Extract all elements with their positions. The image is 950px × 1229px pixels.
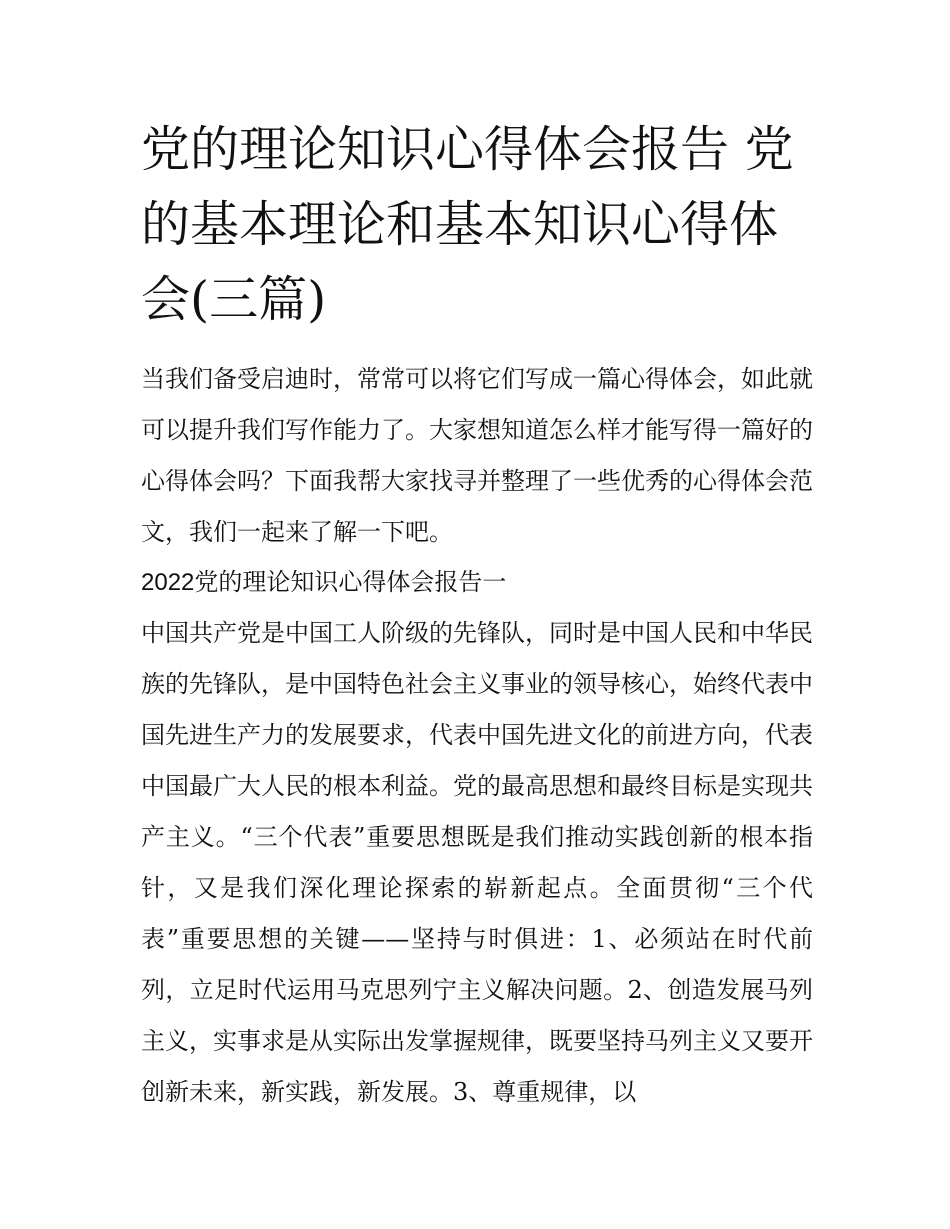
- section-heading: 2022党的理论知识心得体会报告一: [141, 569, 507, 596]
- body-paragraph: 中国共产党是中国工人阶级的先锋队，同时是中国人民和中华民族的先锋队，是中国特色社会主义事业的领导核心，始终代表中国先进生产力的发展要求，代表中国先进文化的前进方向，代表中国最广大人民的根本利益。党的最高思想和最终目标是实现共产主义。“三个代表”重要思想既是我们推动实践创新的根本指针，又是我们深化理论探索的崭新起点。全面贯彻“三个代表”重要思想的关键——坚持与时俱进：1、必须站在时代前列，立足时代运用马克思列宁主义解决问题。2、创造发展马列主义，实事求是从实际出发掌握规律，既要坚持马列主义又要开创新未来，新实践，新发展。3、尊重规律，以: [141, 619, 813, 1106]
- document-title: 党的理论知识心得体会报告 党的基本理论和基本知识心得体会(三篇): [141, 121, 794, 328]
- intro-paragraph: 当我们备受启迪时，常常可以将它们写成一篇心得体会，如此就可以提升我们写作能力了。大家想知道怎么样才能写得一篇好的心得体会吗？下面我帮大家找寻并整理了一些优秀的心得体会范文，我们一起来了解一下吧。: [141, 365, 813, 546]
